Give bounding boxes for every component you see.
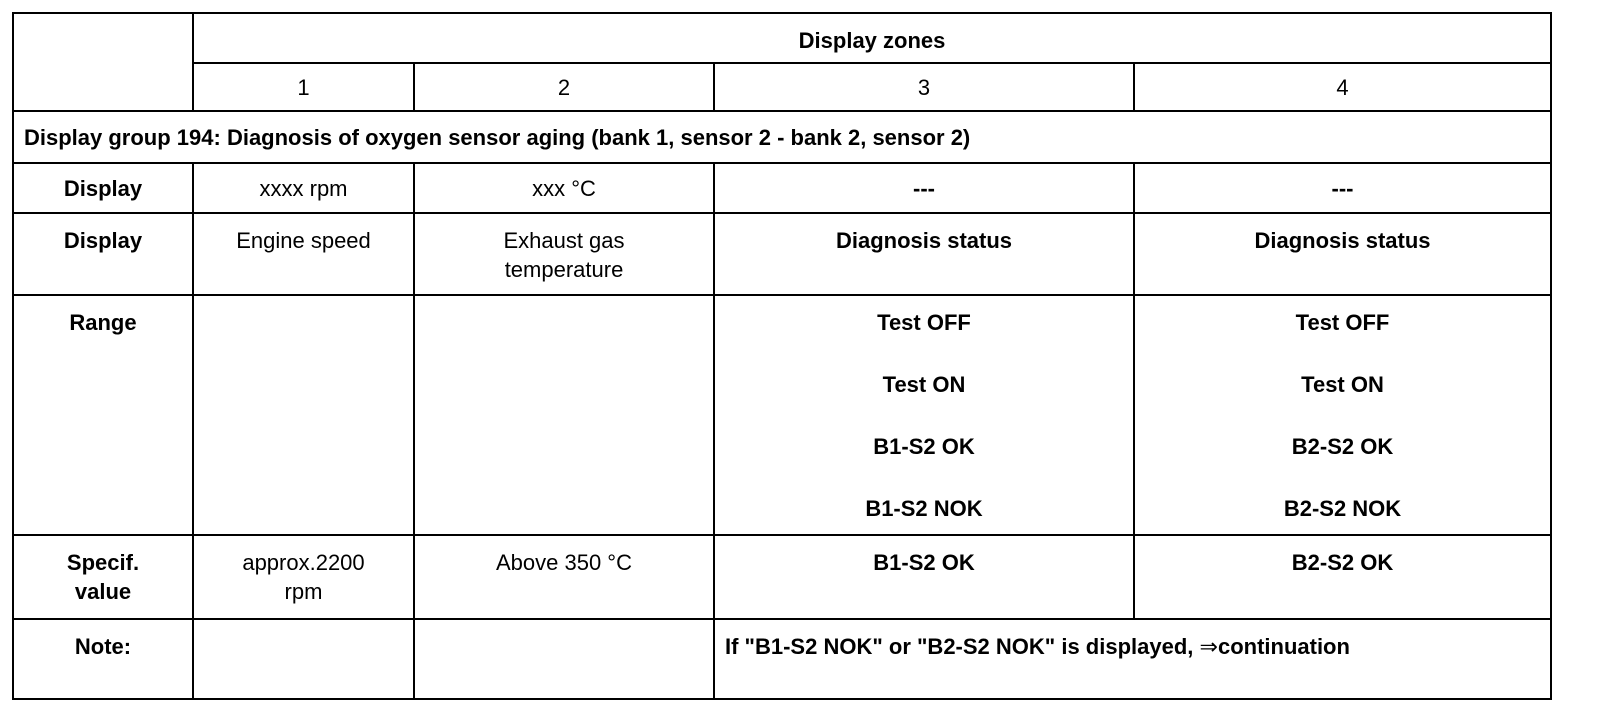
display-value-zone-2: xxx °C bbox=[414, 163, 714, 213]
display-name-zone-2: Exhaust gas temperature bbox=[414, 213, 714, 295]
row-label-display: Display bbox=[13, 163, 193, 213]
row-label-range: Range bbox=[13, 295, 193, 535]
note-text-cell bbox=[714, 619, 1551, 699]
row-label-note: Note: bbox=[13, 619, 193, 699]
range-zone-3 bbox=[714, 295, 1134, 535]
display-name-zone-1: Engine speed bbox=[193, 213, 414, 295]
header-row bbox=[13, 13, 1551, 63]
display-value-zone-4: --- bbox=[1134, 163, 1551, 213]
measuring-value-table bbox=[12, 12, 1552, 700]
note-text: If "B1-S2 NOK" or "B2-S2 NOK" is displayed, bbox=[725, 634, 1194, 659]
display-name-zone-3: Diagnosis status bbox=[714, 213, 1134, 295]
range-zone-4-item: B2-S2 NOK bbox=[1283, 496, 1402, 521]
range-zone-4-item: B2-S2 OK bbox=[1291, 434, 1394, 459]
range-zone-3-item: B1-S2 NOK bbox=[865, 496, 983, 521]
display-value-row bbox=[13, 163, 1551, 213]
display-name-zone-4: Diagnosis status bbox=[1134, 213, 1551, 295]
note-zone-2 bbox=[414, 619, 714, 699]
specif-value-zone-2: Above 350 °C bbox=[414, 535, 714, 619]
row-label-display-name: Display bbox=[13, 213, 193, 295]
corner-cell bbox=[13, 13, 193, 111]
display-name-row bbox=[13, 213, 1551, 295]
specif-value-row bbox=[13, 535, 1551, 619]
display-value-zone-3: --- bbox=[714, 163, 1134, 213]
zone-1-header: 1 bbox=[193, 63, 414, 111]
range-row bbox=[13, 295, 1551, 535]
row-label-specif-value: Specif. value bbox=[13, 535, 193, 619]
zone-number-row bbox=[13, 63, 1551, 111]
measuring-value-table-container bbox=[12, 12, 1552, 700]
zone-4-header: 4 bbox=[1134, 63, 1551, 111]
group-title-row bbox=[13, 111, 1551, 163]
range-zone-2 bbox=[414, 295, 714, 535]
range-zone-4 bbox=[1134, 295, 1551, 535]
specif-value-zone-1: approx.2200 rpm bbox=[193, 535, 414, 619]
display-group-title: Display group 194: Diagnosis of oxygen sensor aging (bank 1, sensor 2 - bank 2, sensor 2) bbox=[13, 111, 1551, 163]
note-row bbox=[13, 619, 1551, 699]
zone-2-header: 2 bbox=[414, 63, 714, 111]
range-zone-4-item: Test OFF bbox=[1295, 310, 1390, 335]
display-zones-header: Display zones bbox=[193, 13, 1551, 63]
range-zone-3-item: Test ON bbox=[882, 372, 966, 397]
note-zone-1 bbox=[193, 619, 414, 699]
specif-value-zone-4: B2-S2 OK bbox=[1134, 535, 1551, 619]
specif-value-zone-3: B1-S2 OK bbox=[714, 535, 1134, 619]
range-zone-3-item: Test OFF bbox=[877, 310, 971, 335]
range-zone-4-item: Test ON bbox=[1301, 372, 1384, 397]
range-zone-3-item: B1-S2 OK bbox=[873, 434, 975, 459]
arrow-right-icon: ⇒ bbox=[1199, 635, 1218, 660]
zone-3-header: 3 bbox=[714, 63, 1134, 111]
display-value-zone-1: xxxx rpm bbox=[193, 163, 414, 213]
continuation-link[interactable]: continuation bbox=[1217, 634, 1350, 659]
range-zone-1 bbox=[193, 295, 414, 535]
